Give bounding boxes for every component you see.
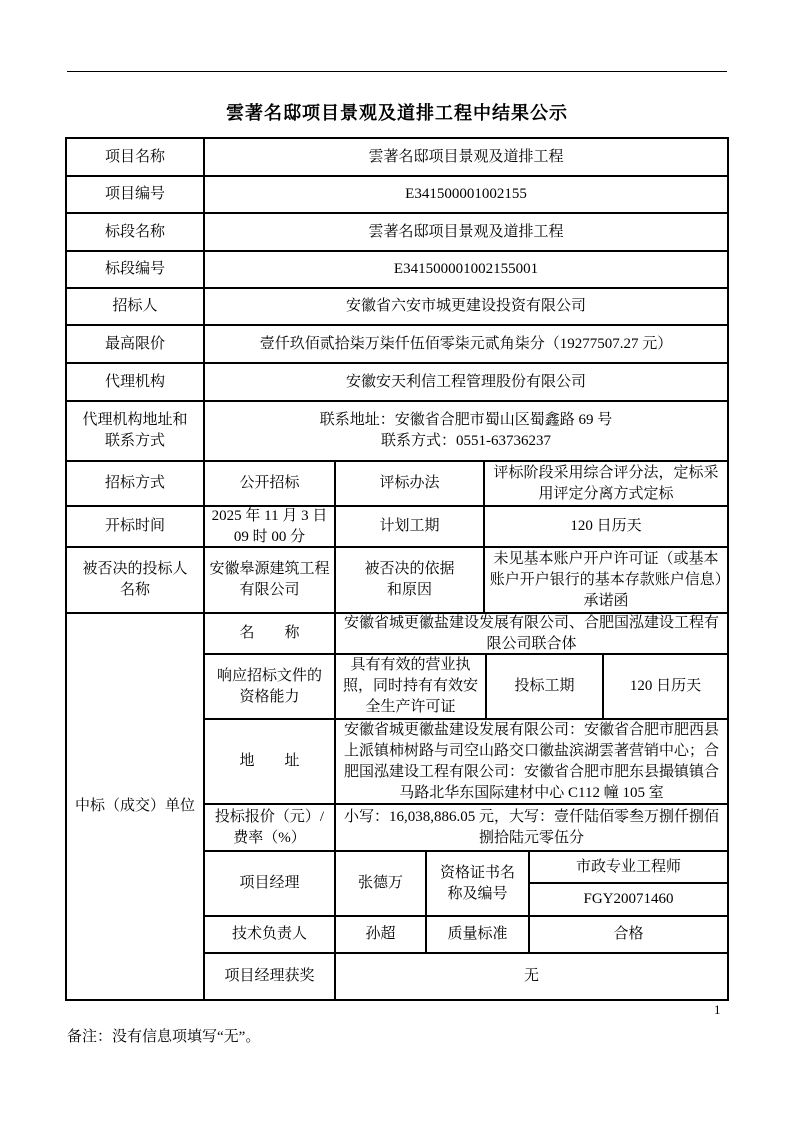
- value-text: 评标阶段采用综合评分法，定标采用评定分离方式定标: [493, 464, 719, 502]
- tech-lead-label-cell: [205, 917, 336, 952]
- bid-opening-label-cell: [67, 507, 205, 546]
- tender-method-value-cell: [205, 462, 336, 505]
- label-text: 被否决的依据和原因: [364, 561, 455, 598]
- label-text: 代理机构: [104, 373, 165, 390]
- evaluation-method-label-cell: [336, 462, 485, 505]
- certificate-value-cell: [530, 852, 727, 915]
- bid-opening-value-cell: [205, 507, 336, 546]
- value-text: 雲著名邸项目景观及道排工程: [368, 148, 564, 165]
- bid-duration-value-cell: [604, 655, 727, 718]
- row-project-name: [67, 139, 727, 177]
- rejected-bidder-label-cell: [67, 548, 205, 612]
- label-text: 项目编号: [104, 186, 165, 202]
- label-text: 响应招标文件的资格能力: [216, 667, 322, 705]
- row-max-price: [67, 326, 727, 364]
- project-manager-label-cell: [205, 852, 336, 915]
- agency-contact-label-cell: [67, 402, 205, 460]
- certificate-name-cell: [530, 852, 727, 884]
- tech-lead-value-cell: [336, 917, 427, 952]
- value-text: 120 日历天: [570, 518, 642, 534]
- winner-row-project-manager: [205, 852, 727, 917]
- label-text: 投标报价（元）/费率（%）: [214, 808, 325, 846]
- tenderee-value-cell: [205, 289, 727, 324]
- label-text: 计划工期: [379, 518, 440, 534]
- awards-value-cell: [336, 954, 727, 999]
- value-text: 具有有效的营业执照，同时持有有效安全生产许可证: [342, 657, 478, 715]
- value-text: 壹仟玖佰贰拾柒万柒仟伍佰零柒元贰角柒分（19277507.27 元）: [259, 335, 673, 352]
- awards-label-cell: [205, 954, 336, 999]
- row-tender-method: [67, 462, 727, 507]
- agency-value-cell: [205, 364, 727, 400]
- result-table: [65, 137, 729, 1001]
- project-manager-value-cell: [336, 852, 427, 915]
- tender-method-label-cell: [67, 462, 205, 505]
- label-text: 技术负责人: [231, 926, 307, 942]
- row-rejected-bidder: [67, 548, 727, 614]
- value-text: 2025 年 11 月 3 日 09 时 00 分: [211, 507, 328, 545]
- value-text: E341500001002155: [405, 186, 527, 202]
- row-bid-opening: [67, 507, 727, 548]
- evaluation-method-value-cell: [485, 462, 727, 505]
- winner-label-cell: [67, 614, 205, 999]
- max-price-label-cell: [67, 326, 205, 362]
- label-text: 代理机构地址和联系方式: [82, 412, 188, 449]
- quality-standard-label-cell: [427, 917, 530, 952]
- rejected-bidder-value-cell: [205, 548, 336, 612]
- certificate-number-cell: [530, 884, 727, 915]
- contact-phone-line: 联系方式：0551-63736237: [381, 433, 551, 449]
- project-name-label-cell: [67, 139, 205, 175]
- label-text: 地 址: [239, 753, 300, 769]
- contact-address-line: 联系地址：安徽省合肥市蜀山区蜀鑫路 69 号: [319, 412, 613, 428]
- row-agency-contact: [67, 402, 727, 462]
- qualification-value-cell: [336, 655, 487, 718]
- planned-duration-label-cell: [336, 507, 485, 546]
- label-text: 资格证书名称及编号: [439, 864, 515, 902]
- bid-duration-label-cell: [487, 655, 604, 718]
- value-text: 安徽皋源建筑工程有限公司: [209, 561, 330, 598]
- agency-label-cell: [67, 364, 205, 400]
- value-text: 安徽省六安市城更建设投资有限公司: [345, 298, 586, 314]
- winner-address-value-cell: [336, 720, 727, 803]
- value-text: 合格: [613, 926, 644, 942]
- label-text: 投标工期: [514, 678, 575, 694]
- value-text: 雲著名邸项目景观及道排工程: [368, 223, 564, 240]
- value-text: 安徽省城更徽盐建设发展有限公司、合肥国泓建设工程有限公司联合体: [343, 614, 719, 652]
- value-text: 安徽省城更徽盐建设发展有限公司：安徽省合肥市肥西县上派镇柿树路与司空山路交口徽盐滨湖雲著营销中心；合肥国泓建设工程有限公司：安徽省合肥市肥东县撮镇镇合马路北华东国际建材中心 C112 幢 105 室: [343, 721, 719, 801]
- label-text: 最高限价: [104, 335, 165, 352]
- winner-row-bid-price: [205, 805, 727, 852]
- label-text: 标段编号: [104, 261, 165, 277]
- certificate-label-cell: [427, 852, 530, 915]
- winner-name-label-cell: [205, 614, 336, 653]
- row-section-no: [67, 252, 727, 289]
- label-text: 开标时间: [104, 518, 165, 534]
- row-section-name: [67, 214, 727, 252]
- value-text: 孙超: [365, 926, 396, 942]
- value-text: 未见基本账户开户许可证（或基本账户开户银行的基本存款账户信息）承诺函: [489, 550, 723, 609]
- winner-row-awards: [205, 954, 727, 999]
- label-text: 项目经理: [239, 875, 300, 891]
- value-text: 小写：16,038,886.05 元，大写：壹仟陆佰零叁万捌仟捌佰捌拾陆元零伍分: [343, 808, 719, 846]
- value-text: 无: [523, 968, 539, 984]
- quality-standard-value-cell: [530, 917, 727, 952]
- section-name-value-cell: [205, 214, 727, 250]
- value-text: 120 日历天: [629, 678, 702, 694]
- winner-row-tech-lead: [205, 917, 727, 954]
- label-text: 标段名称: [104, 223, 165, 240]
- rejection-reason-label-cell: [336, 548, 485, 612]
- page-number: 1: [714, 1002, 721, 1017]
- label-text: 评标办法: [379, 475, 440, 491]
- label-text: 质量标准: [447, 926, 508, 942]
- label-text: 招标方式: [104, 475, 165, 491]
- section-name-label-cell: [67, 214, 205, 250]
- rejection-reason-value-cell: [485, 548, 727, 612]
- value-text: FGY20071460: [583, 891, 674, 907]
- winner-row-name: [205, 614, 727, 655]
- project-name-value-cell: [205, 139, 727, 175]
- project-no-label-cell: [67, 177, 205, 212]
- agency-contact-value-cell: [205, 402, 727, 460]
- label-text: 招标人: [112, 298, 158, 314]
- value-text: 公开招标: [239, 475, 300, 491]
- label-text: 项目经理获奖: [224, 968, 315, 984]
- section-no-label-cell: [67, 252, 205, 287]
- winner-row-address: [205, 720, 727, 805]
- project-no-value-cell: [205, 177, 727, 212]
- bid-price-value-cell: [336, 805, 727, 850]
- label-text: 名 称: [239, 625, 300, 641]
- label-text: 被否决的投标人名称: [82, 561, 188, 598]
- page-title: 雲著名邸项目景观及道排工程中结果公示: [226, 103, 568, 123]
- bid-price-label-cell: [205, 805, 336, 850]
- winner-address-label-cell: [205, 720, 336, 803]
- row-winner-section: [67, 614, 727, 999]
- value-text: 市政专业工程师: [575, 858, 681, 875]
- label-text: 中标（成交）单位: [74, 798, 195, 814]
- value-text: E341500001002155001: [393, 261, 539, 277]
- winner-name-value-cell: [336, 614, 727, 653]
- winner-details: [205, 614, 727, 999]
- row-tenderee: [67, 289, 727, 326]
- max-price-value-cell: [205, 326, 727, 362]
- planned-duration-value-cell: [485, 507, 727, 546]
- winner-row-qualification: [205, 655, 727, 720]
- header-rule: [67, 71, 727, 72]
- qualification-label-cell: [205, 655, 336, 718]
- row-project-no: [67, 177, 727, 214]
- tenderee-label-cell: [67, 289, 205, 324]
- row-agency: [67, 364, 727, 402]
- value-text: 安徽安天利信工程管理股份有限公司: [345, 373, 586, 390]
- label-text: 项目名称: [104, 148, 165, 165]
- footer-note: 备注：没有信息项填写“无”。: [67, 1029, 261, 1045]
- value-text: 张德万: [357, 875, 403, 891]
- section-no-value-cell: [205, 252, 727, 287]
